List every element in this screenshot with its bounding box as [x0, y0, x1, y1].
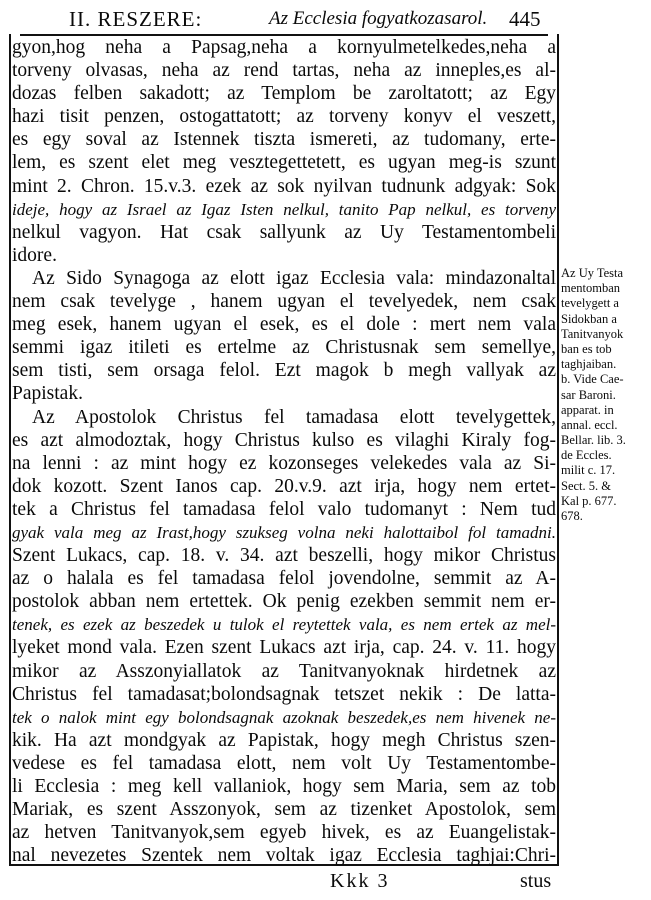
header-part: II. RESZERE: [69, 7, 203, 31]
margin-line: mentomban [561, 281, 621, 296]
margin-line: Bellar. lib. 3. [561, 433, 626, 448]
page-number: 445 [509, 7, 541, 31]
text-line: mikor az Asszonyiallatok az Tanitvanyoknak hirdetnek az [12, 660, 556, 682]
text-line: Az Sido Synagoga az elott igaz Ecclesia vala: mindazonaltal [32, 267, 556, 289]
running-header [14, 2, 646, 36]
margin-line: Sidokban a [561, 311, 617, 326]
text-line: lyeket mond vala. Ezen szent Lukacs azt irja, cap. 24. v. 11. hogy [12, 637, 556, 659]
text-line: nal nevezetes Szentek nem voltak igaz Ecclesia taghjai:Chri- [12, 845, 556, 867]
margin-line: sar Baroni. [561, 387, 616, 402]
text-line: hazi tisit penzen, ostogattatott; az torveny konyv el veszett, [12, 106, 556, 128]
text-line: idore. [12, 244, 57, 266]
text-line: az o halala es fel tamadasa felol jovendolne, semmit az A- [12, 568, 556, 590]
text-line: lem, es szent elet meg vesztegettetett, es ugyan meg-is szunt [12, 152, 556, 174]
header-subject: Az Ecclesia fogyatkozasarol. [269, 8, 488, 29]
text-line: nelkul vagyon. Hat csak sallyunk az Uy Testamentombeli [12, 221, 556, 243]
marginal-note [561, 266, 649, 524]
margin-line: milit c. 17. [561, 463, 616, 478]
text-line: Szent Lukacs, cap. 18. v. 34. azt beszelli, hogy mikor Christus [12, 545, 556, 567]
text-line: postolok abban nem ertettek. Ok penig ezekben semmit nem er- [12, 591, 556, 613]
text-line: kik. Ha azt mondgyak az Papistak, hogy megh Christus szen- [12, 729, 556, 751]
text-line: dozas felben sakadott; az Templom be zaroltatott; az Egy [12, 83, 556, 105]
text-line: dok kozott. Szent Ianos cap. 20.v.9. azt irja, hogy nem ertet- [12, 475, 556, 497]
margin-line: Sect. 5. & [561, 478, 611, 493]
signature-mark: Kkk 3 [330, 870, 390, 892]
margin-line: Kal p. 677. [561, 493, 617, 508]
margin-line: Tanitvanyok [561, 326, 624, 341]
text-line: mint 2. Chron. 15.v.3. ezek az sok nyilvan tudnunk adgyak: Sok [12, 175, 556, 197]
text-line: tek o nalok mint egy bolondsagnak azoknak beszedek,es nem hivenek ne- [12, 707, 556, 727]
text-line: es egy soval az Istennek tiszta ismereti, az tudomany, erte- [12, 129, 556, 151]
text-line: Az Apostolok Christus fel tamadasa elott tevelygettek, [32, 406, 556, 428]
text-line: Christus fel tamadasat;bolondsagnak tetszet nekik : De latta- [12, 683, 556, 705]
text-line: sem tisti, sem orsaga felol. Ezt magok b megh vallyak az [12, 360, 556, 382]
margin-line: Az Uy Testa [561, 266, 624, 280]
text-line: semmi igaz itileti es ertelme az Christusnak sem semellye, [12, 337, 556, 359]
text-line: tek a Christus fel tamadasa felol valo tudomanyt : Nem tud [12, 498, 556, 520]
text-line: ideje, hogy az Israel az Igaz Isten nelkul, tanito Pap nelkul, es torveny [12, 199, 556, 219]
margin-line: ban es tob [561, 341, 612, 356]
margin-line: tevelygett a [561, 296, 619, 311]
margin-line: b. Vide Cae- [561, 372, 624, 387]
text-line: gyon,hog neha a Papsag,neha a kornyulmetelkedes,neha a [12, 37, 556, 58]
text-line: Mariak, es szent Asszonyok, sem az tizenket Apostolok, sem [12, 799, 556, 821]
text-line: na lenni : az mint hogy ez kozonseges velekedes vala az Si- [12, 452, 556, 474]
text-line: Papistak. [12, 383, 83, 405]
margin-line: apparat. in [561, 402, 614, 417]
left-frame-rule [9, 34, 11, 864]
text-line: es azt almodoztak, hogy Christus kulso es vilaghi Kiraly fog- [12, 429, 556, 451]
text-line: tenek, es ezek az beszedek u tulok el reytettek vala, es nem ertek az mel- [12, 615, 556, 635]
text-line: meg esek, hanem ugyan el esek, es el dole : mert nem vala [12, 314, 556, 336]
margin-line: taghjaiban. [561, 357, 617, 372]
text-line: az hetven Tanitvanyok,sem egyeb hivek, es az Euangelistak- [12, 822, 556, 844]
text-line: torveny olvasas, neha az rend tartas, neha az inneples,es al- [12, 60, 556, 82]
margin-line: de Eccles. [561, 448, 612, 463]
margin-line: annal. eccl. [561, 417, 618, 432]
body-text [12, 36, 556, 867]
text-line: vedese es fel tamadasa elott, nem volt Uy Testamentombe- [12, 752, 556, 774]
text-line: gyak vala meg az Irast,hogy szukseg volna neki halottaibol fol tamadni. [12, 522, 556, 542]
text-line: li Ecclesia : meg kell vallaniok, hogy sem Maria, sem az tob [12, 776, 556, 797]
margin-line: 678. [561, 509, 583, 523]
margin-frame-rule [557, 34, 559, 864]
catchword: stus [520, 870, 552, 892]
text-line: nem csak tevelyge , hanem ugyan el tevelyedek, nem csak [12, 291, 556, 313]
